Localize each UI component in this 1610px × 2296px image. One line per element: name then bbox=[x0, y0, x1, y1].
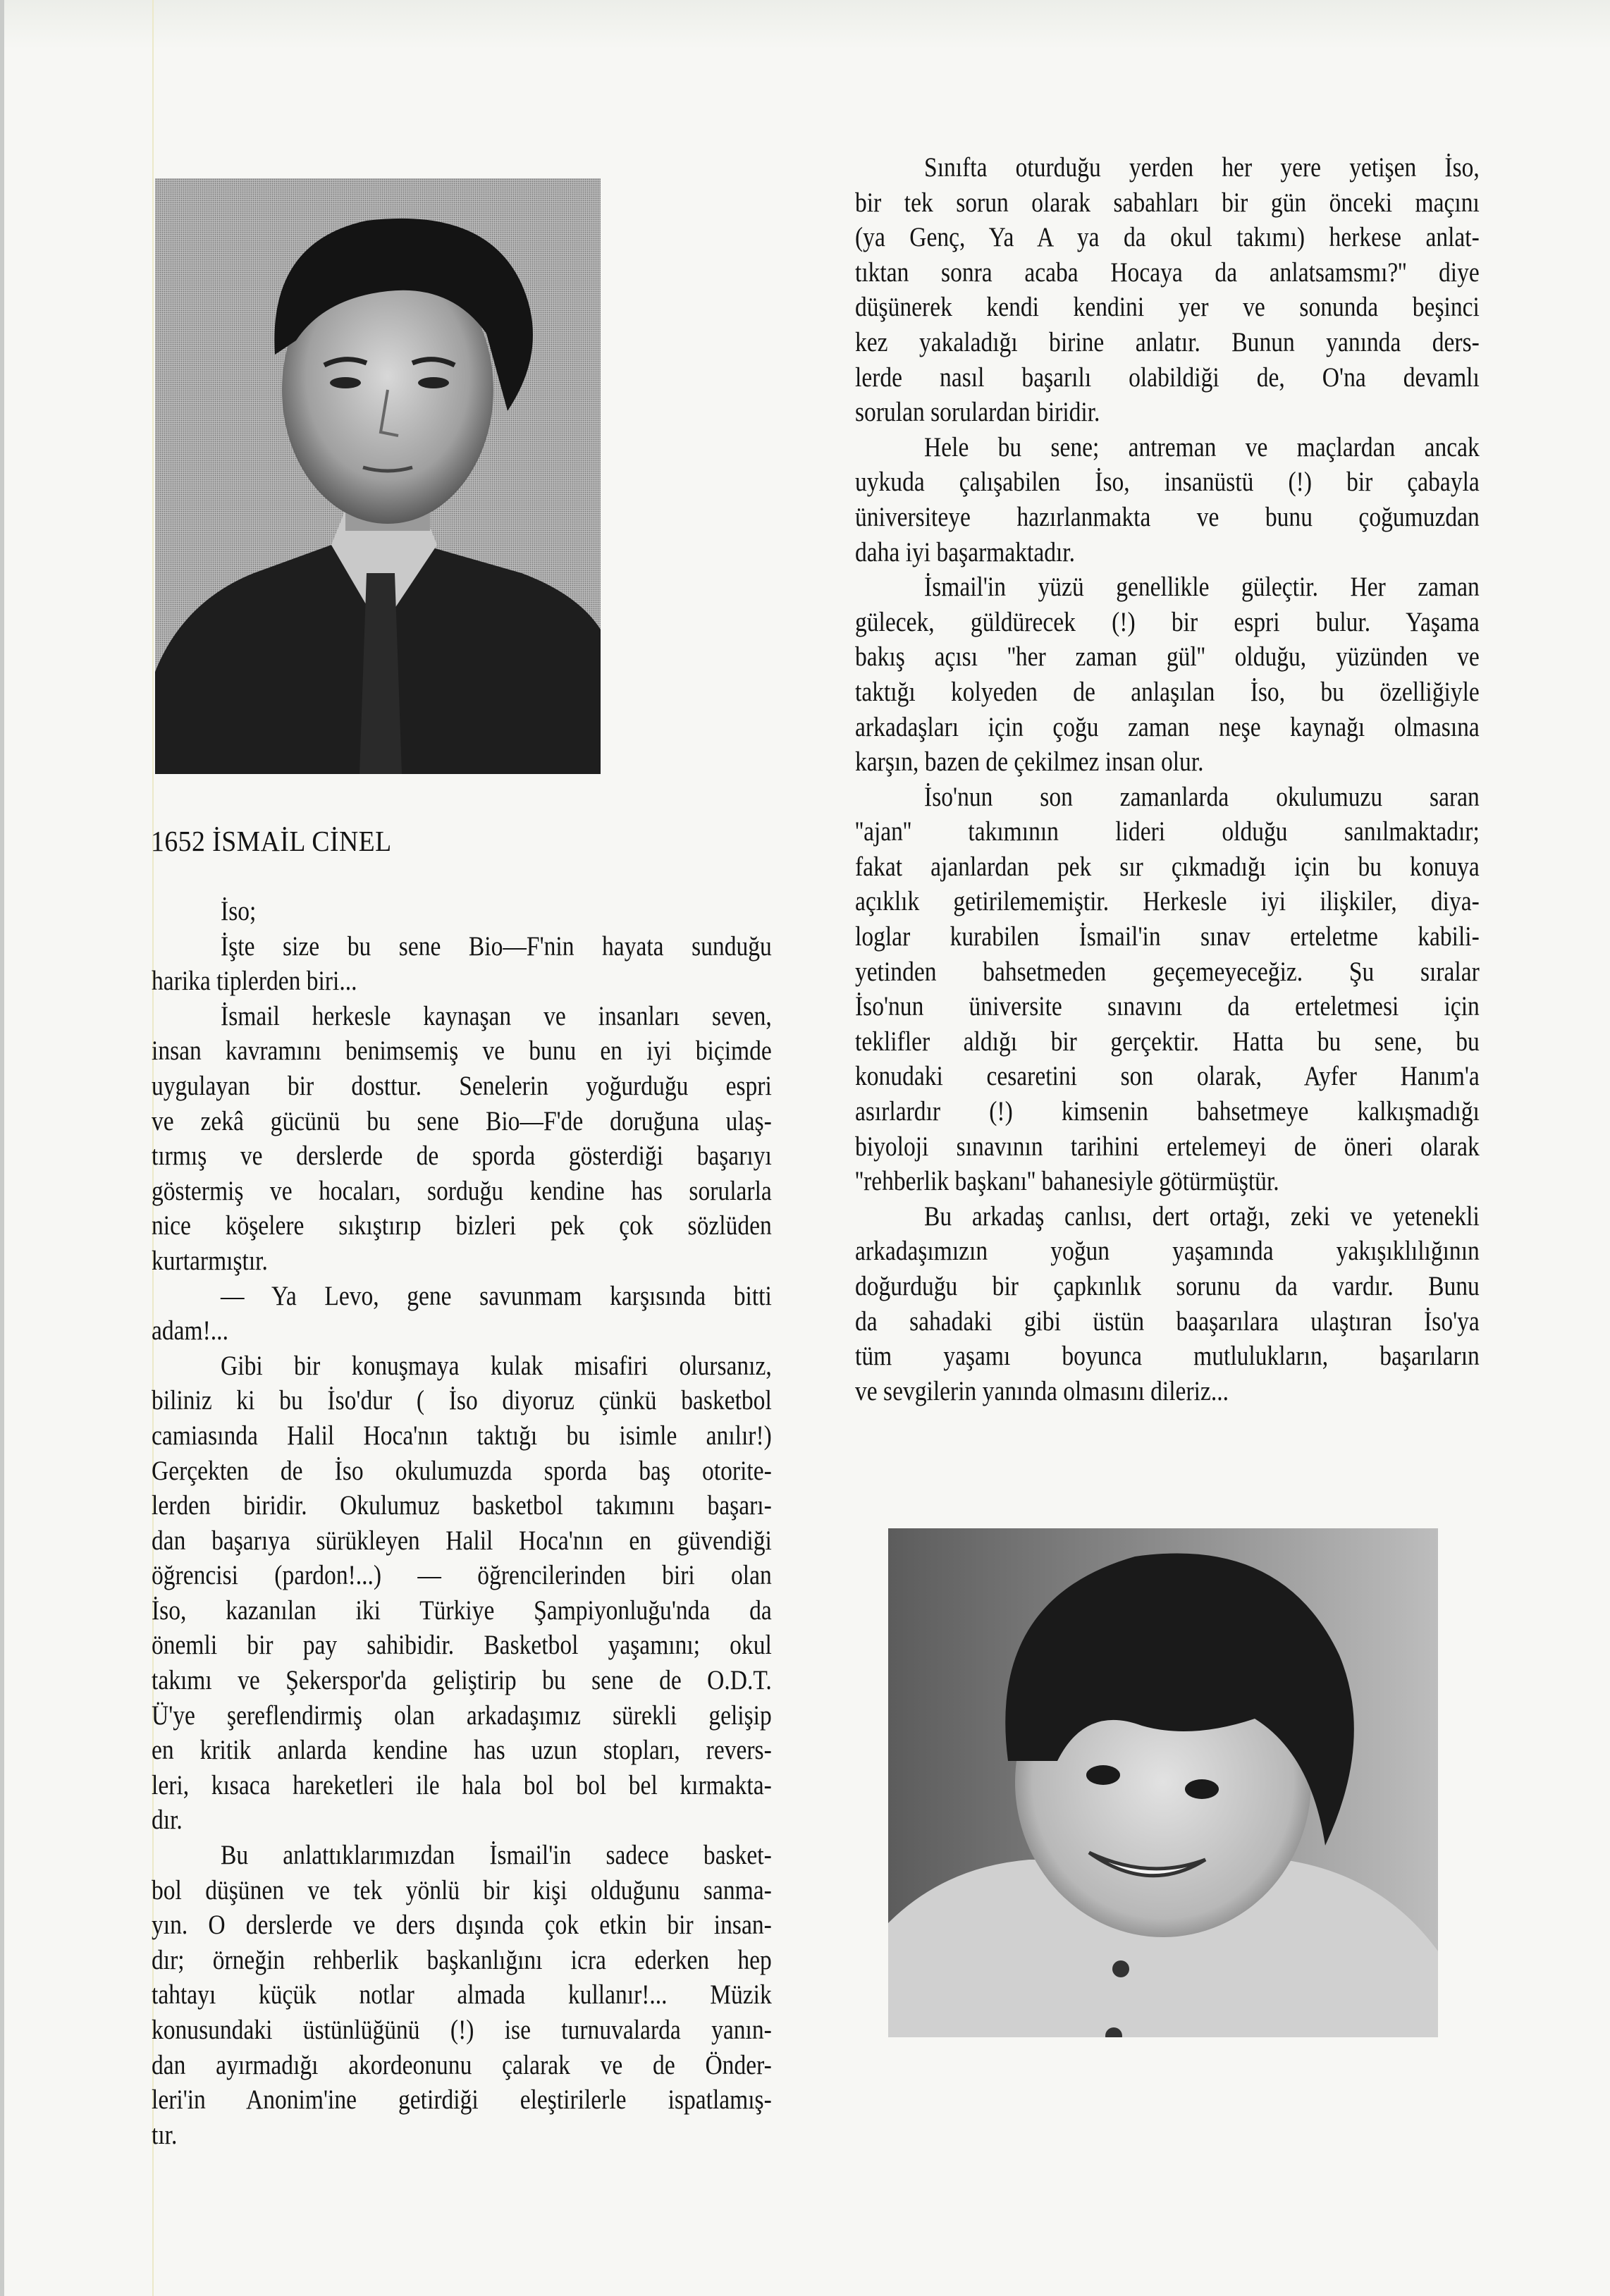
student-name-heading: 1652 İSMAİL CİNEL bbox=[151, 825, 392, 857]
text-line: adam!... bbox=[152, 1315, 228, 1346]
text-line: ''ajan'' takımının lideri olduğu sanılmaktadır; bbox=[855, 816, 1480, 847]
text-line: leri'in Anonim'ine getirdiği eleştirilerle ispatlamış- bbox=[152, 2085, 772, 2116]
text-line: lerde nasıl başarılı olabildiği de, O'na devamlı bbox=[855, 362, 1480, 393]
text-line: Gerçekten de İso okulumuzda sporda baş otorite- bbox=[152, 1455, 772, 1486]
text-line: nice köşelere sıkıştırıp bizleri pek çok sözlüden bbox=[152, 1210, 772, 1241]
text-line: doğurduğu bir çapkınlık sorunu da vardır. Bunu bbox=[855, 1271, 1480, 1301]
text-line: uygulayan bir dosttur. Senelerin yoğurduğu espri bbox=[152, 1070, 772, 1101]
text-line: en kritik anlarda kendine has uzun stopları, revers- bbox=[152, 1735, 772, 1766]
text-line: ve sevgilerin yanında olmasını dileriz... bbox=[855, 1375, 1229, 1406]
text-line: Sınıfta oturduğu yerden her yere yetişen İso, bbox=[924, 152, 1480, 183]
paragraph bbox=[855, 780, 1480, 1199]
left-column-text bbox=[152, 894, 772, 2152]
text-line: göstermiş ve hocaları, sorduğu kendine has sorularla bbox=[152, 1175, 772, 1206]
text-line: tıktan sonra acaba Hocaya da anlatsamsmı?'' diye bbox=[855, 257, 1480, 288]
text-line: dan ayırmadığı akordeonunu çalarak ve de Önder- bbox=[152, 2049, 772, 2080]
text-line: harika tiplerden biri... bbox=[152, 966, 357, 997]
text-line: teklifler aldığı bir gerçektir. Hatta bu sene, bu bbox=[855, 1026, 1480, 1057]
paragraph bbox=[855, 150, 1480, 430]
text-line: öğrencisi (pardon!...) — öğrencilerinden biri olan bbox=[152, 1560, 772, 1591]
childhood-photo-image bbox=[888, 1528, 1438, 2037]
text-line: konudaki cesaretini son olarak, Ayfer Hanım'a bbox=[855, 1061, 1480, 1092]
text-line: tır. bbox=[152, 2119, 178, 2150]
text-line: bakış açısı ''her zaman gül'' olduğu, yüzünden ve bbox=[855, 641, 1480, 673]
paragraph bbox=[152, 1349, 772, 1838]
text-line: bol düşünen ve tek yönlü bir kişi olduğunu sanma- bbox=[152, 1874, 772, 1905]
text-line: üniversiteye hazırlanmakta ve bunu çoğumuzdan bbox=[855, 501, 1480, 532]
text-line: loglar kurabilen İsmail'in sınav erteletme kabili- bbox=[855, 921, 1480, 952]
text-line: yın. O derslerde ve ders dışında çok etkin bir insan- bbox=[152, 1910, 772, 1941]
text-line: dır. bbox=[152, 1805, 183, 1836]
text-line: Bu anlattıklarımızdan İsmail'in sadece basket- bbox=[221, 1840, 772, 1871]
text-line: düşünerek kendi kendini yer ve sonunda beşinci bbox=[855, 292, 1480, 323]
text-line: gülecek, güldürecek (!) bir espri bulur. Yaşama bbox=[855, 606, 1480, 637]
text-line: (ya Genç, Ya A ya da okul takımı) herkese anlat- bbox=[855, 222, 1480, 253]
text-line: biyoloji sınavının tarihini ertelemeyi de öneri olarak bbox=[855, 1131, 1480, 1162]
text-line: Ü'ye şereflendirmiş olan arkadaşımız sürekli gelişip bbox=[152, 1700, 772, 1731]
text-line: lerden biridir. Okulumuz basketbol takımını başarı- bbox=[152, 1490, 772, 1521]
text-line: İso'nun son zamanlarda okulumuzu saran bbox=[924, 781, 1480, 812]
text-line: arkadaşımızın yoğun yaşamında yakışıklılığının bbox=[855, 1236, 1480, 1267]
text-line: — Ya Levo, gene savunmam karşısında bitti bbox=[221, 1280, 772, 1311]
right-column-body bbox=[855, 150, 1480, 1408]
text-line: sorulan sorulardan biridir. bbox=[855, 397, 1100, 428]
paragraph bbox=[152, 894, 772, 929]
text-line: tüm yaşamı boyunca mutlulukların, başarıların bbox=[855, 1341, 1480, 1372]
text-line: arkadaşları için çoğu zaman neşe kaynağı olmasına bbox=[855, 711, 1480, 742]
text-line: bir tek sorun olarak sabahları bir gün önceki maçını bbox=[855, 187, 1480, 218]
text-line: kez yakaladığı birine anlatır. Bunun yanında ders- bbox=[855, 326, 1480, 357]
text-line: tırmış ve derslerde de sporda gösterdiği başarıyı bbox=[152, 1141, 772, 1172]
text-line: ve zekâ gücünü bu sene Bio—F'de doruğuna ulaş- bbox=[152, 1105, 772, 1136]
text-line: taktığı kolyeden de anlaşılan İso, bu özelliğiyle bbox=[855, 676, 1480, 707]
portrait-photo bbox=[155, 178, 601, 774]
text-line: biliniz ki bu İso'dur ( İso diyoruz çünkü basketbol bbox=[152, 1385, 772, 1416]
paragraph bbox=[152, 929, 772, 999]
paragraph bbox=[855, 570, 1480, 780]
text-line: dan başarıya sürükleyen Halil Hoca'nın en güvendiği bbox=[152, 1525, 772, 1556]
text-line: konusundaki üstünlüğünü (!) ise turnuvalarda yanın- bbox=[152, 2015, 772, 2045]
portrait-photo-image bbox=[155, 178, 601, 774]
paragraph bbox=[152, 999, 772, 1279]
text-line: ''rehberlik başkanı'' bahanesiyle götürmüştür. bbox=[855, 1166, 1279, 1197]
text-line: Bu arkadaş canlısı, dert ortağı, zeki ve yetenekli bbox=[924, 1201, 1480, 1232]
text-line: yetinden bahsetmeden geçemeyeceğiz. Şu sıralar bbox=[855, 956, 1480, 987]
text-line: leri, kısaca hareketleri ile hala bol bol bel kırmakta- bbox=[152, 1769, 772, 1800]
text-line: takımı ve Şekerspor'da geliştirip bu sene de O.D.T. bbox=[152, 1665, 772, 1696]
text-line: İso'nun üniversite sınavını da erteletmesi için bbox=[855, 991, 1480, 1022]
text-line: tahtayı küçük notlar almada kullanır!... Müzik bbox=[152, 1979, 772, 2010]
text-line: insan kavramını benimsemiş ve bunu en iyi biçimde bbox=[152, 1036, 772, 1067]
text-line: kurtarmıştır. bbox=[152, 1245, 268, 1276]
text-line: İso; bbox=[221, 896, 257, 926]
text-line: İso, kazanılan iki Türkiye Şampiyonluğu'nda da bbox=[152, 1595, 772, 1626]
text-line: açıklık getirilememiştir. Herkesle iyi ilişkiler, diya- bbox=[855, 886, 1480, 917]
text-line: Hele bu sene; antreman ve maçlardan ancak bbox=[924, 431, 1480, 462]
text-line: asırlardır (!) kimsenin bahsetmeye kalkışmadığı bbox=[855, 1096, 1480, 1127]
text-line: karşın, bazen de çekilmez insan olur. bbox=[855, 747, 1204, 778]
paragraph bbox=[152, 1838, 772, 2152]
paragraph bbox=[855, 1199, 1480, 1409]
text-line: İşte size bu sene Bio—F'nin hayata sunduğu bbox=[221, 931, 772, 962]
text-line: daha iyi başarmaktadır. bbox=[855, 536, 1076, 567]
left-column-body bbox=[152, 894, 772, 2152]
childhood-photo bbox=[888, 1528, 1438, 2037]
text-line: İsmail'in yüzü genellikle güleçtir. Her zaman bbox=[924, 572, 1480, 603]
scan-edge bbox=[0, 0, 4, 2296]
text-line: İsmail herkesle kaynaşan ve insanları seven, bbox=[221, 1000, 772, 1031]
text-line: önemli bir pay sahibidir. Basketbol yaşamını; okul bbox=[152, 1630, 772, 1661]
text-line: uykuda çalışabilen İso, insanüstü (!) bir çabayla bbox=[855, 467, 1480, 498]
text-line: dır; örneğin rehberlik başkanlığını icra ederken hep bbox=[152, 1944, 772, 1975]
page-top-shading bbox=[0, 0, 1610, 49]
text-line: fakat ajanlardan pek sır çıkmadığı için bu konuya bbox=[855, 851, 1480, 882]
text-line: Gibi bir konuşmaya kulak misafiri olursanız, bbox=[221, 1350, 772, 1381]
right-column-text bbox=[855, 150, 1480, 1408]
text-line: camiasında Halil Hoca'nın taktığı bu isimle anılır!) bbox=[152, 1420, 772, 1451]
paragraph bbox=[855, 430, 1480, 570]
paragraph bbox=[152, 1279, 772, 1349]
text-line: da sahadaki gibi üstün baaşarılara ulaştıran İso'ya bbox=[855, 1306, 1480, 1337]
